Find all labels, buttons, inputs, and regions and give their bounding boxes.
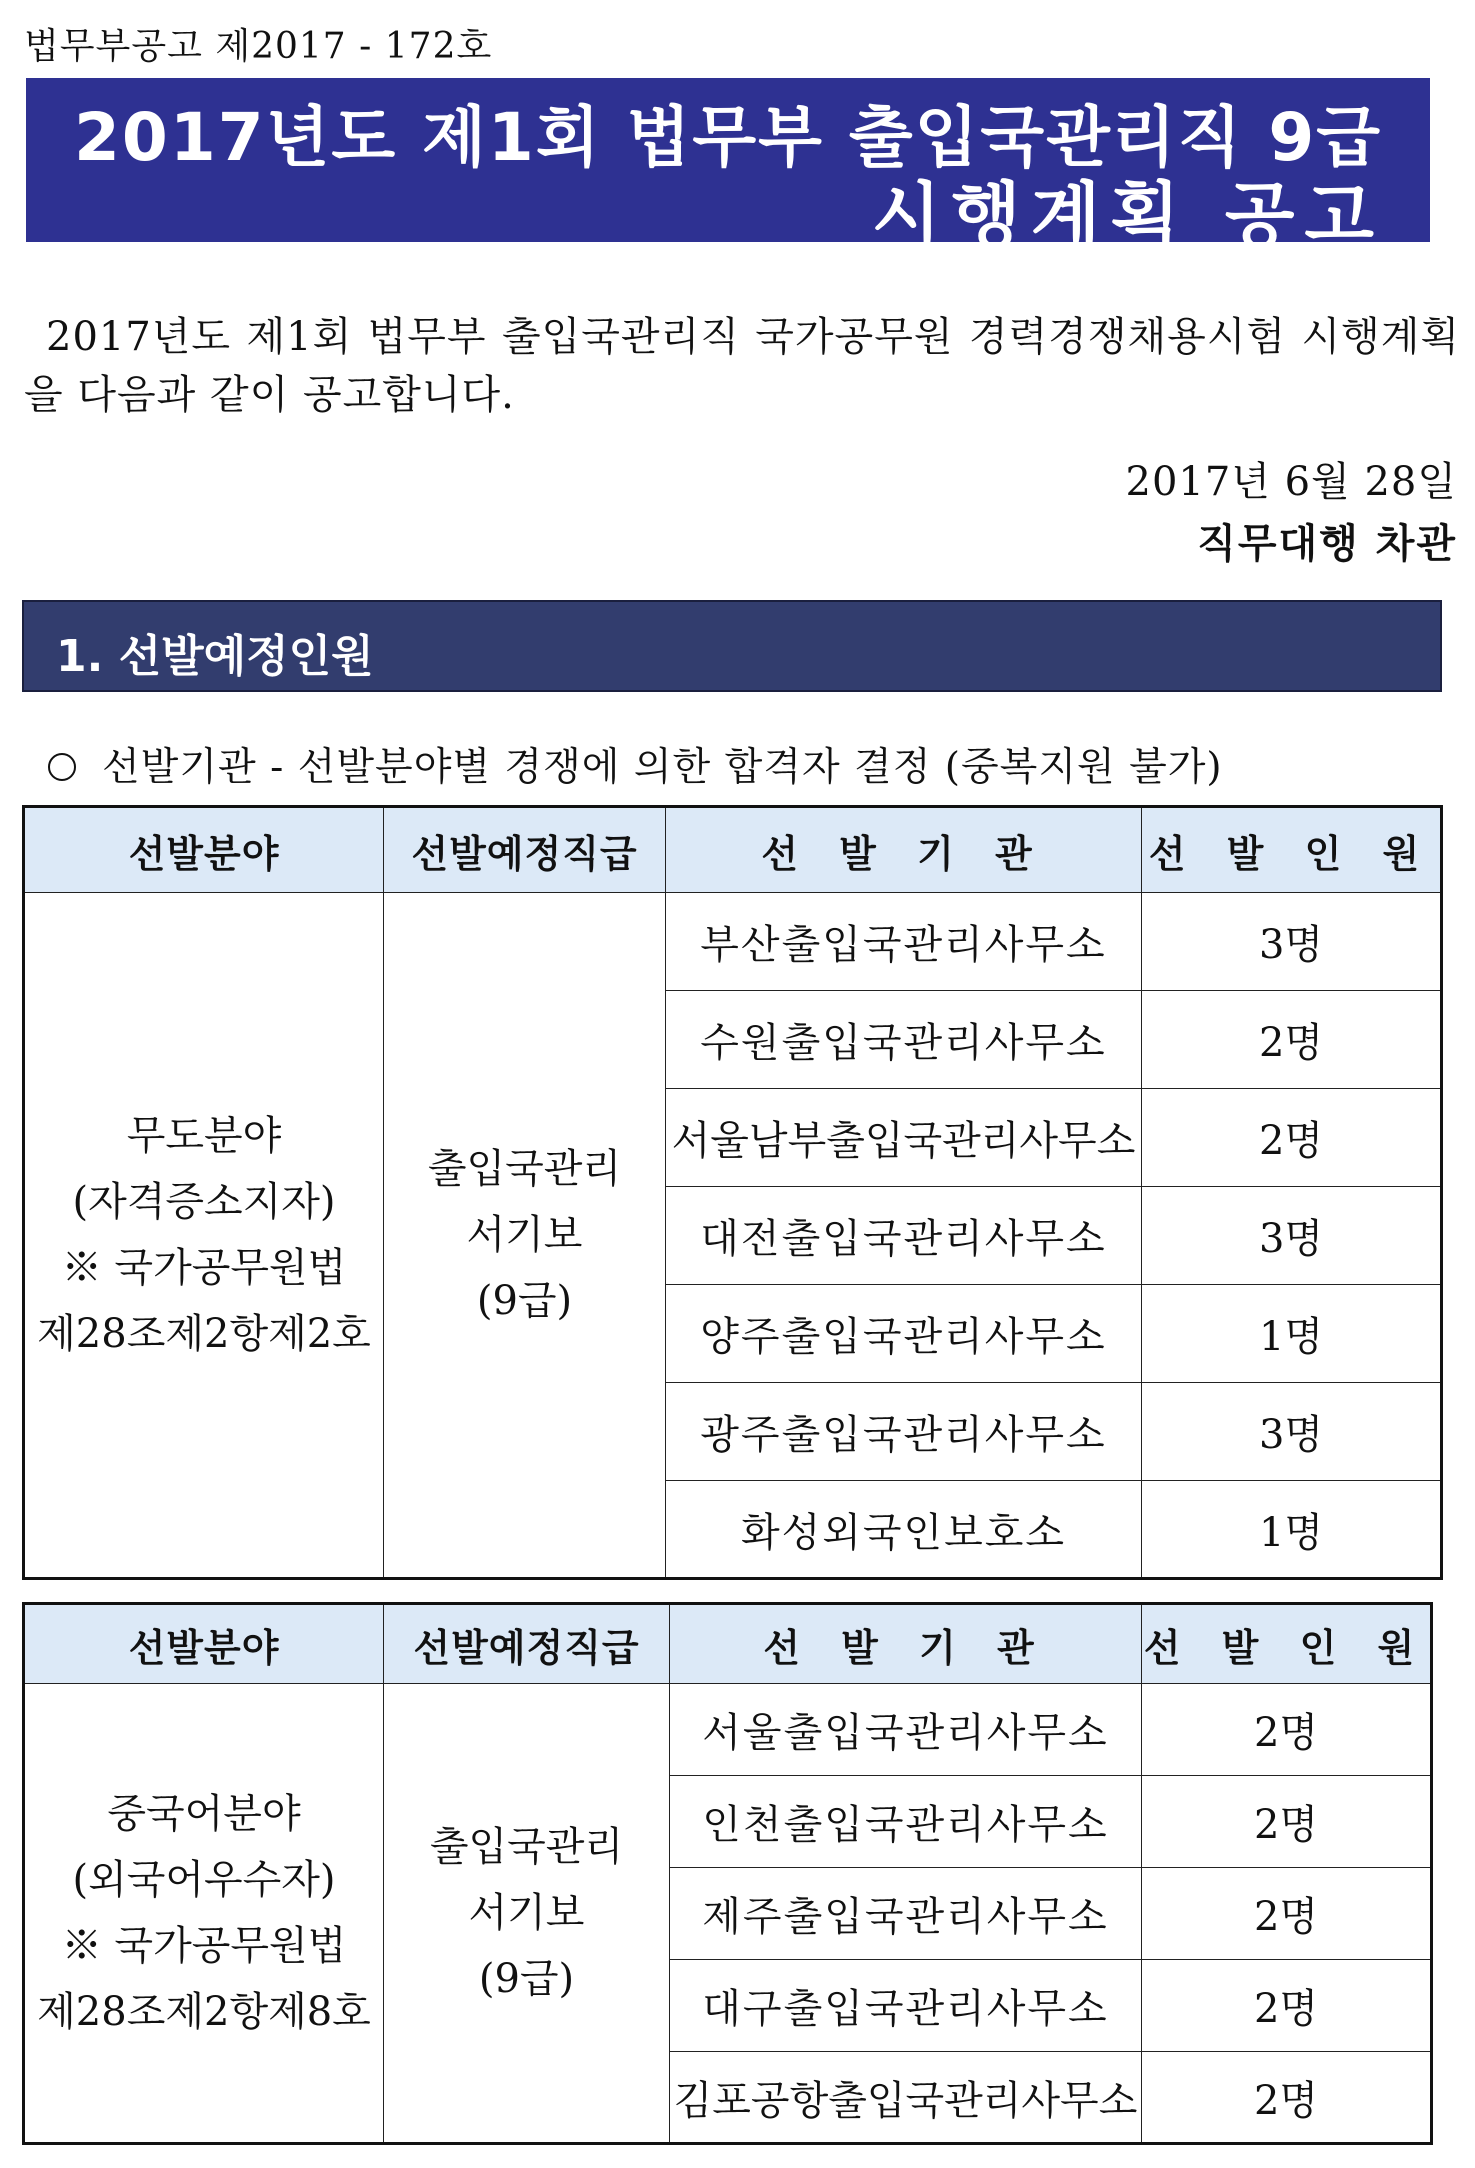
header-agency: 선 발 기 관 — [670, 1604, 1142, 1684]
selection-table-chinese — [22, 1602, 1433, 2145]
header-field: 선발분야 — [24, 807, 384, 893]
grade-cell — [384, 1684, 670, 2144]
field-line: ※ 국가공무원법 — [61, 1245, 347, 1291]
grade-line: 서기보 — [466, 1212, 583, 1258]
header-field: 선발분야 — [24, 1604, 384, 1684]
office-cell: 수원출입국관리사무소 — [666, 991, 1142, 1089]
field-line: 제28조제2항제2호 — [37, 1311, 371, 1357]
count-cell: 2명 — [1142, 1089, 1442, 1187]
office-cell: 대전출입국관리사무소 — [666, 1187, 1142, 1285]
count-cell: 2명 — [1142, 1868, 1432, 1960]
office-cell: 부산출입국관리사무소 — [666, 893, 1142, 991]
field-line: 제28조제2항제8호 — [37, 1989, 371, 2035]
field-cell — [24, 893, 384, 1579]
signer: 직무대행 차관 — [1197, 520, 1457, 567]
field-line: ※ 국가공무원법 — [61, 1923, 347, 1969]
office-cell: 인천출입국관리사무소 — [670, 1776, 1142, 1868]
selection-table-martial-arts — [22, 805, 1443, 1580]
count-cell: 2명 — [1142, 991, 1442, 1089]
count-cell: 2명 — [1142, 2052, 1432, 2144]
circle-bullet-icon — [48, 753, 76, 781]
count-cell: 2명 — [1142, 1684, 1432, 1776]
bullet-line — [48, 736, 1223, 792]
intro-paragraph: 2017년도 제1회 법무부 출입국관리직 국가공무원 경력경쟁채용시험 시행계획을 다음과 같이 공고합니다. — [24, 314, 1460, 418]
office-cell: 서울남부출입국관리사무소 — [666, 1089, 1142, 1187]
grade-cell — [384, 893, 666, 1579]
office-cell: 김포공항출입국관리사무소 — [670, 2052, 1142, 2144]
title-line-1: 2017년도 제1회 법무부 출입국관리직 9급 — [73, 99, 1383, 176]
count-cell: 2명 — [1142, 1776, 1432, 1868]
field-line: 무도분야 — [126, 1113, 282, 1159]
office-cell: 양주출입국관리사무소 — [666, 1285, 1142, 1383]
office-cell: 화성외국인보호소 — [666, 1481, 1142, 1579]
count-cell: 1명 — [1142, 1481, 1442, 1579]
section-heading-bar — [22, 600, 1442, 692]
grade-line: 출입국관리 — [427, 1146, 622, 1192]
field-line: (자격증소지자) — [72, 1179, 336, 1225]
count-cell: 2명 — [1142, 1960, 1432, 2052]
grade-line: (9급) — [478, 1956, 575, 2002]
count-cell: 1명 — [1142, 1285, 1442, 1383]
notice-number: 법무부공고 제2017 - 172호 — [24, 26, 493, 67]
header-grade: 선발예정직급 — [384, 807, 666, 893]
header-count: 선 발 인 원 — [1142, 1604, 1432, 1684]
header-count: 선 발 인 원 — [1142, 807, 1442, 893]
grade-line: (9급) — [476, 1278, 573, 1324]
header-grade: 선발예정직급 — [384, 1604, 670, 1684]
header-agency: 선 발 기 관 — [666, 807, 1142, 893]
field-line: 중국어분야 — [107, 1791, 301, 1837]
field-line: (외국어우수자) — [72, 1857, 336, 1903]
count-cell: 3명 — [1142, 1383, 1442, 1481]
title-line-2: 시행계획 공고 — [871, 174, 1384, 258]
count-cell: 3명 — [1142, 893, 1442, 991]
grade-line: 출입국관리 — [429, 1824, 624, 1870]
title-banner — [26, 78, 1430, 258]
bullet-text: 선발기관 - 선발분야별 경쟁에 의한 합격자 결정 (중복지원 불가) — [102, 745, 1223, 790]
office-cell: 서울출입국관리사무소 — [670, 1684, 1142, 1776]
office-cell: 대구출입국관리사무소 — [670, 1960, 1142, 2052]
section-heading: 1. 선발예정인원 — [56, 631, 374, 682]
office-cell: 제주출입국관리사무소 — [670, 1868, 1142, 1960]
grade-line: 서기보 — [468, 1890, 585, 1936]
office-cell: 광주출입국관리사무소 — [666, 1383, 1142, 1481]
count-cell: 3명 — [1142, 1187, 1442, 1285]
field-cell — [24, 1684, 384, 2144]
notice-date: 2017년 6월 28일 — [1125, 459, 1457, 505]
